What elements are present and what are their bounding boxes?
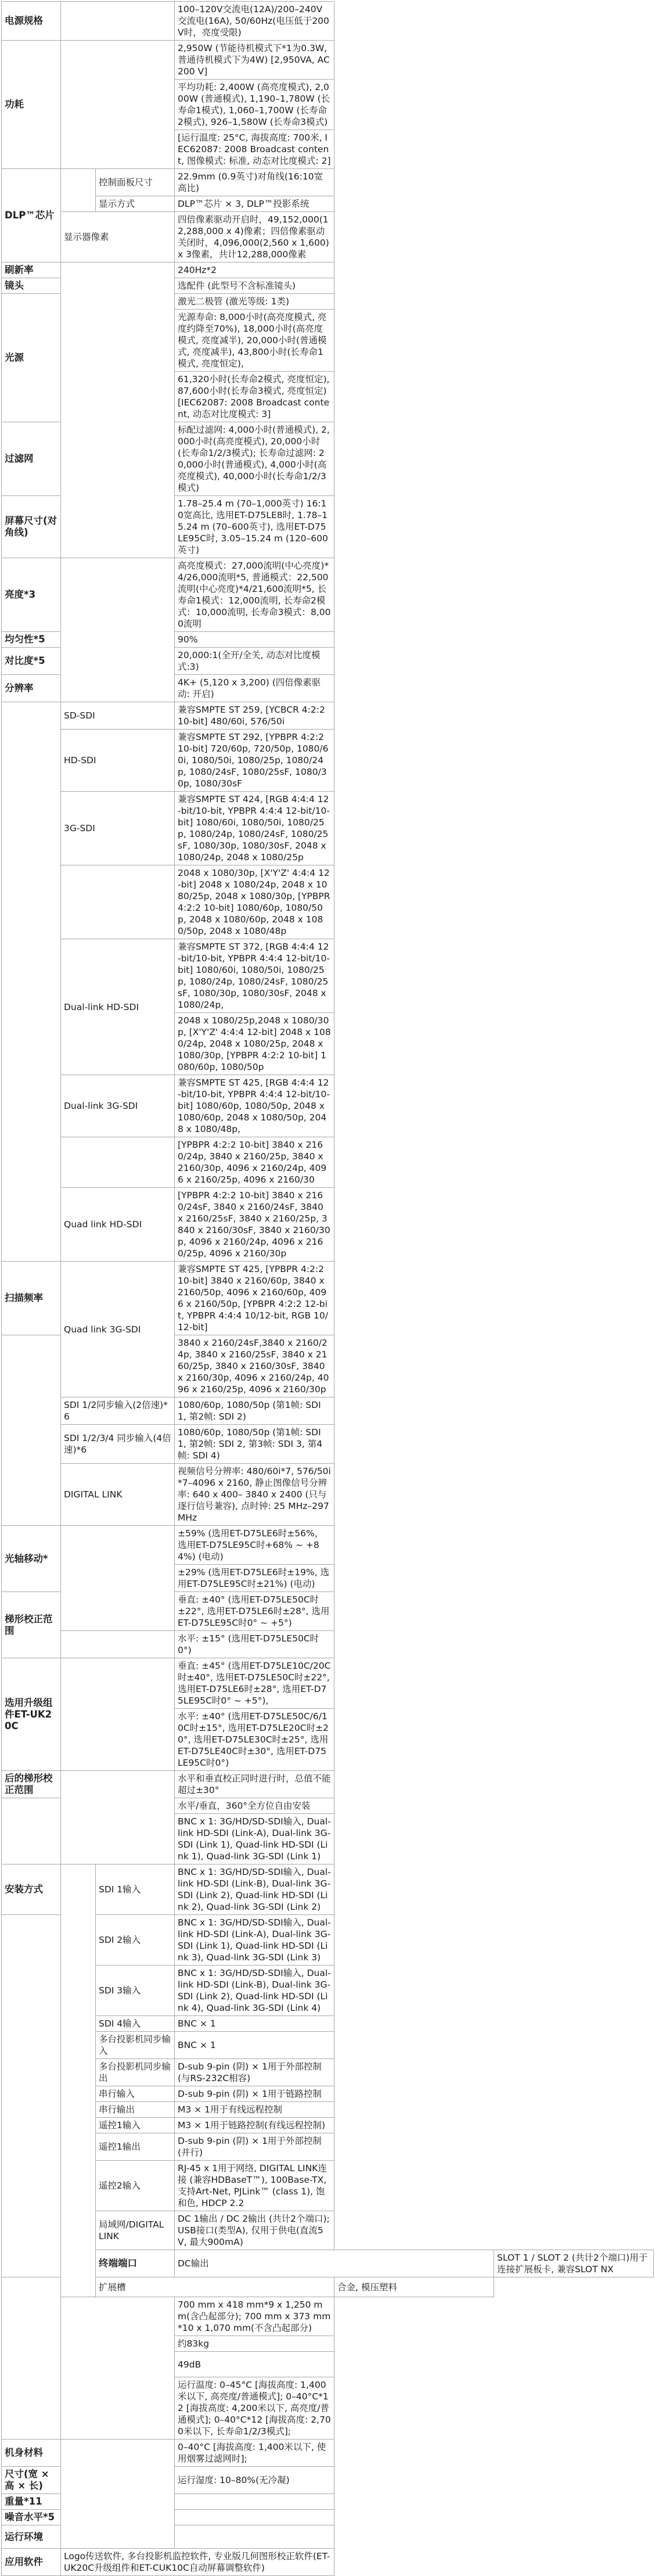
- spec-value: [2, 2277, 61, 2440]
- spec-subheading: 遥控2输入: [96, 2161, 175, 2211]
- spec-value: D-sub 9-pin (阴) × 1用于外部控制(并行): [175, 2133, 334, 2161]
- spec-row: [2, 2440, 654, 2467]
- spec-value: BNC x 1: 3G/HD/SD-SDI输入, Dual-link HD-SDI (Link-A), Dual-link 3G-SDI (Link 1), Quad-link HD-SDI (Link 1), Quad-link 3G-SDI (Link 1): [175, 1814, 334, 1864]
- spec-heading: 噪音水平*5: [2, 2510, 61, 2525]
- spec-value: M3 × 1用于有线远程控制: [175, 2102, 334, 2118]
- spec-value: [2, 1915, 61, 2277]
- spec-value: [61, 2440, 175, 2549]
- spec-value: [61, 1526, 175, 1631]
- spec-value: 兼容SMPTE ST 425, [YPBPR 4:2:2 10-bit] 3840 x 2160/60p, 3840 x 2160/50p, 4096 x 2160/60p, 4096 x 2160/50p, [YPBPR 4:2:2 12-bit, YPBPR 4:4:4 10/12-bit, RGB 10/12-bit]: [175, 1262, 334, 1335]
- spec-heading: 均匀性*5: [2, 632, 61, 648]
- spec-value: [运行温度: 25°C, 海拔高度: 700米, IEC62087: 2008 Broadcast content, 图像模式: 标准, 动态对比度模式: 2]: [175, 130, 334, 169]
- spec-row: [2, 1915, 654, 1966]
- spec-value: 水平: ±40° (选用ET-D75LE50C/6/10C时±15°, 选用ET-D75LE20C时±20°, 选用ET-D75LE30C时±25°, 选用ET-D75LE40C时±30°, 选用ET-D75LE95C时0°): [175, 1709, 334, 1771]
- spec-value: 20,000:1(全开/全关, 动态对比度模式:3): [175, 648, 334, 675]
- spec-row: [2, 1188, 654, 1262]
- spec-heading: DLP™芯片: [2, 169, 61, 263]
- spec-value: [2, 702, 61, 1262]
- spec-row: [2, 2032, 654, 2059]
- spec-value: 激光二极管 (激光等级: 1类): [175, 294, 334, 310]
- spec-subheading: 显示器像素: [61, 212, 175, 263]
- spec-value: [61, 41, 175, 169]
- spec-value: 0–40°C [海拔高度: 1,400米以下, 使用烟雾过滤网时];: [175, 2440, 334, 2467]
- spec-value: 光源寿命: 8,000小时(高亮度模式, 亮度约降至70%), 18,000小时(高亮度模式, 亮度减半), 20,000小时(普通模式, 亮度减半), 43,800小时(长寿命1模式, 亮度恒定),: [175, 310, 334, 372]
- spec-value: 49dB: [175, 2352, 334, 2377]
- spec-row: [2, 1966, 654, 2016]
- spec-row: [2, 2297, 654, 2336]
- spec-row: [2, 2549, 654, 2576]
- spec-subheading: [61, 1137, 175, 1188]
- spec-value: 1.78–25.4 m (70–1,000英寸) 16:10宽高比, 选用ET-D75LE8时, 1.78–15.24 m (70–600英寸), 选用ET-D75LE95C时, 3.05–15.24 m (120–600英寸): [175, 496, 334, 558]
- spec-subheading: DC输出: [175, 2250, 494, 2277]
- spec-subheading: HD-SDI: [61, 730, 175, 792]
- spec-subheading: 控制面板尺寸: [96, 169, 175, 196]
- spec-value: 240Hz*2: [175, 263, 334, 278]
- spec-row: [2, 865, 654, 939]
- spec-value: 高亮度模式：27,000流明(中心亮度)*4/26,000流明*5, 普通模式：22,500流明(中心亮度)*4/21,600流明*5, 长寿命1模式：12,000流明, 长寿命2模式：10,000流明, 长寿命3模式：8,000流明: [175, 558, 334, 632]
- spec-heading: 光源: [2, 294, 61, 422]
- spec-value: 四倍像素驱动开启时，49,152,000(12,288,000 x 4)像素；四倍像素驱动关闭时，4,096,000(2,560 x 1,600)x 3像素，共计12,288,000像素: [175, 212, 334, 263]
- spec-row: [2, 2277, 654, 2297]
- spec-subheading: 串行输出: [96, 2102, 175, 2118]
- spec-value: 水平和垂直校正同时进行时，总值不能超过±30°: [175, 1771, 334, 1798]
- spec-heading: 运行环境: [2, 2525, 61, 2549]
- spec-value: [61, 1631, 175, 1658]
- spec-row: [2, 1864, 654, 1915]
- spec-subheading: SDI 1/2同步输入(2倍速)*6: [61, 1397, 175, 1425]
- spec-value: 水平: ±15° (选用ET-D75LE50C时0°): [175, 1631, 334, 1658]
- spec-value: [YPBPR 4:2:2 10-bit] 3840 x 2160/24p, 3840 x 2160/25p, 3840 x 2160/30p, 4096 x 2160/24p, 4096 x 2160/25p, 4096 x 2160/30: [175, 1137, 334, 1188]
- spec-row: [2, 1631, 654, 1658]
- spec-row: [2, 1771, 654, 1798]
- spec-row: [2, 2102, 654, 2118]
- spec-value: [175, 2494, 334, 2510]
- spec-value: 3840 x 2160/24sF,3840 x 2160/24p, 3840 x 2160/25sF, 3840 x 2160/25p, 3840 x 2160/30sF, 3840 x 2160/30p, 4096 x 2160/24p, 4096 x 2160/25p, 4096 x 2160/30p: [175, 1335, 334, 1397]
- spec-subheading: 串行输入: [96, 2086, 175, 2102]
- spec-subheading: 多台投影机同步输出: [96, 2059, 175, 2086]
- spec-row: [2, 2250, 654, 2277]
- spec-row: [2, 2059, 654, 2086]
- spec-value: 700 mm x 418 mm*9 x 1,250 mm(含凸起部分); 700 mm x 373 mm*10 x 1,070 mm(不含凸起部分): [175, 2297, 334, 2336]
- spec-value: [175, 2510, 334, 2525]
- spec-value: BNC × 1: [175, 2016, 334, 2032]
- spec-value: 兼容SMPTE ST 424, [RGB 4:4:4 12-bit/10-bit, YPBPR 4:4:4 12-bit/10-bit] 1080/60i, 1080/50i, 1080/25p, 1080/24p, 1080/24sF, 1080/25sF, 1080/30p, 1080/30sF, 2048 x 1080/24p, 2048 x 1080/25p: [175, 792, 334, 865]
- spec-row: [2, 792, 654, 865]
- spec-value: [61, 263, 175, 558]
- spec-heading: 对比度*5: [2, 648, 61, 675]
- spec-row: [2, 169, 654, 196]
- spec-value: 选配件 (此型号不含标准镜头): [175, 278, 334, 294]
- spec-value: 标配过滤网: 4,000小时(普通模式), 2,000小时(高亮度模式), 20,000小时(长寿命1/2/3模式); 长寿命过滤网: 20,000小时(普通模式), 4,000小时(高亮度模式), 40,000小时(长寿命1/2/3模式): [175, 422, 334, 496]
- spec-heading: 电源规格: [2, 2, 61, 41]
- spec-value: [2, 1335, 61, 1526]
- spec-value: D-sub 9-pin (阴) × 1用于链路控制: [175, 2086, 334, 2102]
- spec-value: M3 × 1用于链路控制(有线远程控制): [175, 2118, 334, 2133]
- spec-heading: 过滤网: [2, 422, 61, 496]
- spec-heading: 安装方式: [2, 1864, 61, 1915]
- spec-value: RJ-45 x 1用于网络, DIGITAL LINK连接 (兼容HDBaseT™), 100Base-TX, 支持Art-Net, PJLink™ (class 1), 饱和色, HDCP 2.2: [175, 2161, 334, 2211]
- spec-heading: 刷新率: [2, 263, 61, 278]
- spec-subheading: [61, 865, 175, 939]
- spec-value: [61, 2297, 175, 2440]
- spec-heading: 光轴移动*: [2, 1526, 61, 1592]
- spec-heading: 重量*11: [2, 2494, 61, 2510]
- spec-heading: 应用软件: [2, 2549, 61, 2576]
- spec-row: [2, 2211, 654, 2250]
- spec-value: 运行湿度: 10–80%(无冷凝): [175, 2467, 334, 2494]
- spec-value: ±59% (选用ET-D75LE6时±56%，选用ET-D75LE95C时+68% ~ +84%) (电动): [175, 1526, 334, 1565]
- spec-value: BNC × 1: [175, 2032, 334, 2059]
- spec-value: [61, 2, 175, 41]
- spec-value: ±29% (选用ET-D75LE6时±19%, 选用ET-D75LE95C时±21%) (电动): [175, 1565, 334, 1592]
- spec-row: [2, 2133, 654, 2161]
- spec-row: [2, 1658, 654, 1709]
- spec-row: [2, 263, 654, 278]
- spec-subheading: 遥控1输出: [96, 2133, 175, 2161]
- spec-subheading: 扩展槽: [96, 2277, 334, 2297]
- spec-subheading: Dual-link HD-SDI: [61, 939, 175, 1075]
- spec-row: [2, 2161, 654, 2211]
- spec-value: 4K+ (5,120 x 3,200) (四倍像素驱动: 开启): [175, 675, 334, 702]
- spec-value: 平均功耗: 2,400W (高亮度模式), 2,000W (普通模式), 1,190–1,780W (长寿命1模式), 1,060–1,700W (长寿命2模式), 926–1,580W (长寿命3模式): [175, 80, 334, 130]
- spec-value: D-sub 9-pin (阴) × 1用于外部控制(与RS-232C相容): [175, 2059, 334, 2086]
- spec-subheading: Quad link 3G-SDI: [61, 1262, 175, 1397]
- spec-subheading: 3G-SDI: [61, 792, 175, 865]
- spec-value: BNC x 1: 3G/HD/SD-SDI输入, Dual-link HD-SDI (Link-B), Dual-link 3G-SDI (Link 2), Quad-link HD-SDI (Link 2), Quad-link 3G-SDI (Link 2): [175, 1864, 334, 1915]
- spec-value: Logo传送软件, 多台投影机监控软件, 专业版几何图形校正软件(ET-UK20C升级组件和ET-CUK10C自动屏幕调整软件): [61, 2549, 334, 2576]
- spec-value: 2048 x 1080/30p, [X'Y'Z' 4:4:4 12-bit] 2048 x 1080/24p, 2048 x 1080/25p, 2048 x 1080/30p, [YPBPR 4:2:2 10-bit] 1080/60p, 1080/50p, 2048 x 1080/60p, 2048 x 1080/50p, 2048 x 1080/48p: [175, 865, 334, 939]
- spec-row: [2, 1137, 654, 1188]
- spec-row: [2, 2016, 654, 2032]
- spec-value: SLOT 1 / SLOT 2 (共计2个端口)用于连接扩展板卡, 兼容SLOT NX: [494, 2250, 654, 2277]
- spec-heading: 屏幕尺寸(对角线): [2, 496, 61, 558]
- spec-heading: 尺寸(宽 × 高 × 长): [2, 2467, 61, 2494]
- spec-table-body: [2, 2, 654, 2576]
- spec-value: [2, 1798, 61, 1864]
- spec-row: [2, 1526, 654, 1565]
- spec-value: 2,950W (节能待机模式下*1为0.3W, 普通待机模式下为4W) [2,950VA, AC 200 V]: [175, 41, 334, 80]
- spec-row: [2, 939, 654, 1013]
- spec-value: 2048 x 1080/25p,2048 x 1080/30p, [X'Y'Z' 4:4:4 12-bit] 2048 x 1080/24p, 2048 x 1080/25p, 2048 x 1080/30p, [YPBPR 4:2:2 10-bit] 1080/60p, 1080/50p: [175, 1013, 334, 1075]
- spec-heading: 后的梯形校正范围: [2, 1771, 61, 1798]
- spec-value: [61, 1864, 96, 2297]
- spec-heading: 选用升级组件ET-UK20C: [2, 1658, 61, 1771]
- spec-heading: 功耗: [2, 41, 61, 169]
- spec-value: [61, 558, 175, 702]
- spec-row: [2, 730, 654, 792]
- spec-row: [2, 2086, 654, 2102]
- spec-row: [2, 2118, 654, 2133]
- spec-value: 兼容SMPTE ST 259, [YCBCR 4:2:2 10-bit] 480/60i, 576/50i: [175, 702, 334, 730]
- spec-subheading: SDI 1/2/3/4 同步输入(4倍速)*6: [61, 1425, 175, 1464]
- spec-row: [2, 212, 654, 263]
- spec-value: [YPBPR 4:2:2 10-bit] 3840 x 2160/24sF, 3840 x 2160/24sF, 3840 x 2160/25sF, 3840 x 2160/25p, 3840 x 2160/30sF, 3840 x 2160/30p, 4096 x 2160/24p, 4096 x 2160/25p, 4096 x 2160/30p: [175, 1188, 334, 1262]
- spec-subheading: SDI 1输入: [96, 1864, 175, 1915]
- spec-subheading: 遥控1输入: [96, 2118, 175, 2133]
- spec-row: [2, 702, 654, 730]
- spec-value: BNC x 1: 3G/HD/SD-SDI输入, Dual-link HD-SDI (Link-B), Dual-link 3G-SDI (Link 2), Quad-link HD-SDI (Link 4), Quad-link 3G-SDI (Link 4): [175, 1966, 334, 2016]
- spec-heading: 镜头: [2, 278, 61, 294]
- spec-value: 1080/60p, 1080/50p (第1帧: SDI 1, 第2帧: SDI 2, 第3帧: SDI 3, 第4帧: SDI 4): [175, 1425, 334, 1464]
- spec-value: 22.9mm (0.9英寸)对角线(16:10宽高比): [175, 169, 334, 196]
- spec-value: [61, 169, 96, 212]
- spec-row: [2, 41, 654, 80]
- spec-heading: 机身材料: [2, 2440, 61, 2467]
- spec-row: [2, 2, 654, 41]
- spec-subheading: Dual-link 3G-SDI: [61, 1075, 175, 1137]
- spec-row: [2, 1425, 654, 1464]
- spec-value: 约83kg: [175, 2336, 334, 2352]
- spec-row: [2, 1262, 654, 1335]
- spec-value: 合金, 模压塑料: [334, 2277, 494, 2297]
- spec-value: 视频信号分辨率: 480/60i*7, 576/50i*7–4096 x 2160, 静止图像信号分辨率: 640 x 400– 3840 x 2400 (只与逐行信号兼容), 点时钟: 25 MHz–297 MHz: [175, 1464, 334, 1526]
- spec-value: 兼容SMPTE ST 425, [RGB 4:4:4 12-bit/10-bit, YPBPR 4:4:4 12-bit/10-bit] 1080/60p, 1080/50p, 2048 x 1080/60p, 2048 x 1080/50p, 2048 x 1080/48p,: [175, 1075, 334, 1137]
- spec-value: 1080/60p, 1080/50p (第1帧: SDI 1, 第2帧: SDI 2): [175, 1397, 334, 1425]
- spec-table: [1, 1, 654, 2576]
- spec-value: 水平/垂直，360°全方位自由安装: [175, 1798, 334, 1814]
- spec-subheading: SDI 3输入: [96, 1966, 175, 2016]
- spec-subheading: SDI 2输入: [96, 1915, 175, 1966]
- spec-subheading: SDI 4输入: [96, 2016, 175, 2032]
- spec-subheading: DIGITAL LINK: [61, 1464, 175, 1526]
- spec-value: BNC x 1: 3G/HD/SD-SDI输入, Dual-link HD-SDI (Link-A), Dual-link 3G-SDI (Link 1), Quad-link HD-SDI (Link 3), Quad-link 3G-SDI (Link 3): [175, 1915, 334, 1966]
- spec-row: [2, 1397, 654, 1425]
- spec-heading: 梯形校正范围: [2, 1592, 61, 1658]
- spec-value: 90%: [175, 632, 334, 648]
- spec-heading: 分辨率: [2, 675, 61, 702]
- spec-value: DLP™芯片 × 3, DLP™投影系统: [175, 196, 334, 212]
- spec-value: [61, 1658, 175, 1771]
- spec-row: [2, 1075, 654, 1137]
- spec-subheading: Quad link HD-SDI: [61, 1188, 175, 1262]
- spec-value: 兼容SMPTE ST 372, [RGB 4:4:4 12-bit/10-bit, YPBPR 4:4:4 12-bit/10-bit] 1080/60i, 1080/50i, 1080/25p, 1080/24p, 1080/24sF, 1080/25sF, 1080/30p, 1080/30sF, 2048 x 1080/24p,: [175, 939, 334, 1013]
- spec-heading: 扫描频率: [2, 1262, 61, 1335]
- spec-subheading: SD-SDI: [61, 702, 175, 730]
- spec-subheading: 局域网/DIGITAL LINK: [96, 2211, 175, 2250]
- spec-row: [2, 558, 654, 632]
- spec-heading: 亮度*3: [2, 558, 61, 632]
- spec-value: 垂直: ±45° (选用ET-D75LE10C/20C时±40°, 选用ET-D75LE50C时±22°, 选用ET-D75LE6时±28°, 选用ET-D75LE95C时0° ~ +5°),: [175, 1658, 334, 1709]
- spec-value: [175, 2525, 334, 2549]
- spec-subheading: 显示方式: [96, 196, 175, 212]
- spec-value: [61, 1771, 175, 1864]
- spec-value: DC 1输出 / DC 2输出 (共计2个端口); USB接口(类型A), 仅用于供电(直流5V, 最大900mA): [175, 2211, 334, 2250]
- spec-row: [2, 196, 654, 212]
- spec-subheading: 多台投影机同步输入: [96, 2032, 175, 2059]
- spec-value: 运行温度: 0–45°C [海拔高度: 1,400米以下, 高亮度/普通模式]; 0–40°C*12 [海拔高度: 4,200米以下, 高亮度/普通模式]; 0–40°C*12 [海拔高度: 2,700米以下, 长寿命1/2/3模式];: [175, 2377, 334, 2440]
- spec-value: 兼容SMPTE ST 292, [YPBPR 4:2:2 10-bit] 720/60p, 720/50p, 1080/60i, 1080/50i, 1080/25p, 1080/24p, 1080/24sF, 1080/25sF, 1080/30p, 1080/30sF: [175, 730, 334, 792]
- spec-value: 100–120V交流电(12A)/200–240V交流电(16A), 50/60Hz(电压低于200V时，亮度受限): [175, 2, 334, 41]
- spec-row: [2, 1464, 654, 1526]
- spec-heading: 终端端口: [96, 2250, 175, 2277]
- spec-value: 61,320小时(长寿命2模式, 亮度恒定), 87,600小时(长寿命3模式, 亮度恒定)[IEC62087: 2008 Broadcast content, 动态对比度模式: 3]: [175, 372, 334, 422]
- spec-value: 垂直: ±40° (选用ET-D75LE50C时±22°, 选用ET-D75LE6时±28°, 选用ET-D75LE95C时0° ~ +5°): [175, 1592, 334, 1631]
